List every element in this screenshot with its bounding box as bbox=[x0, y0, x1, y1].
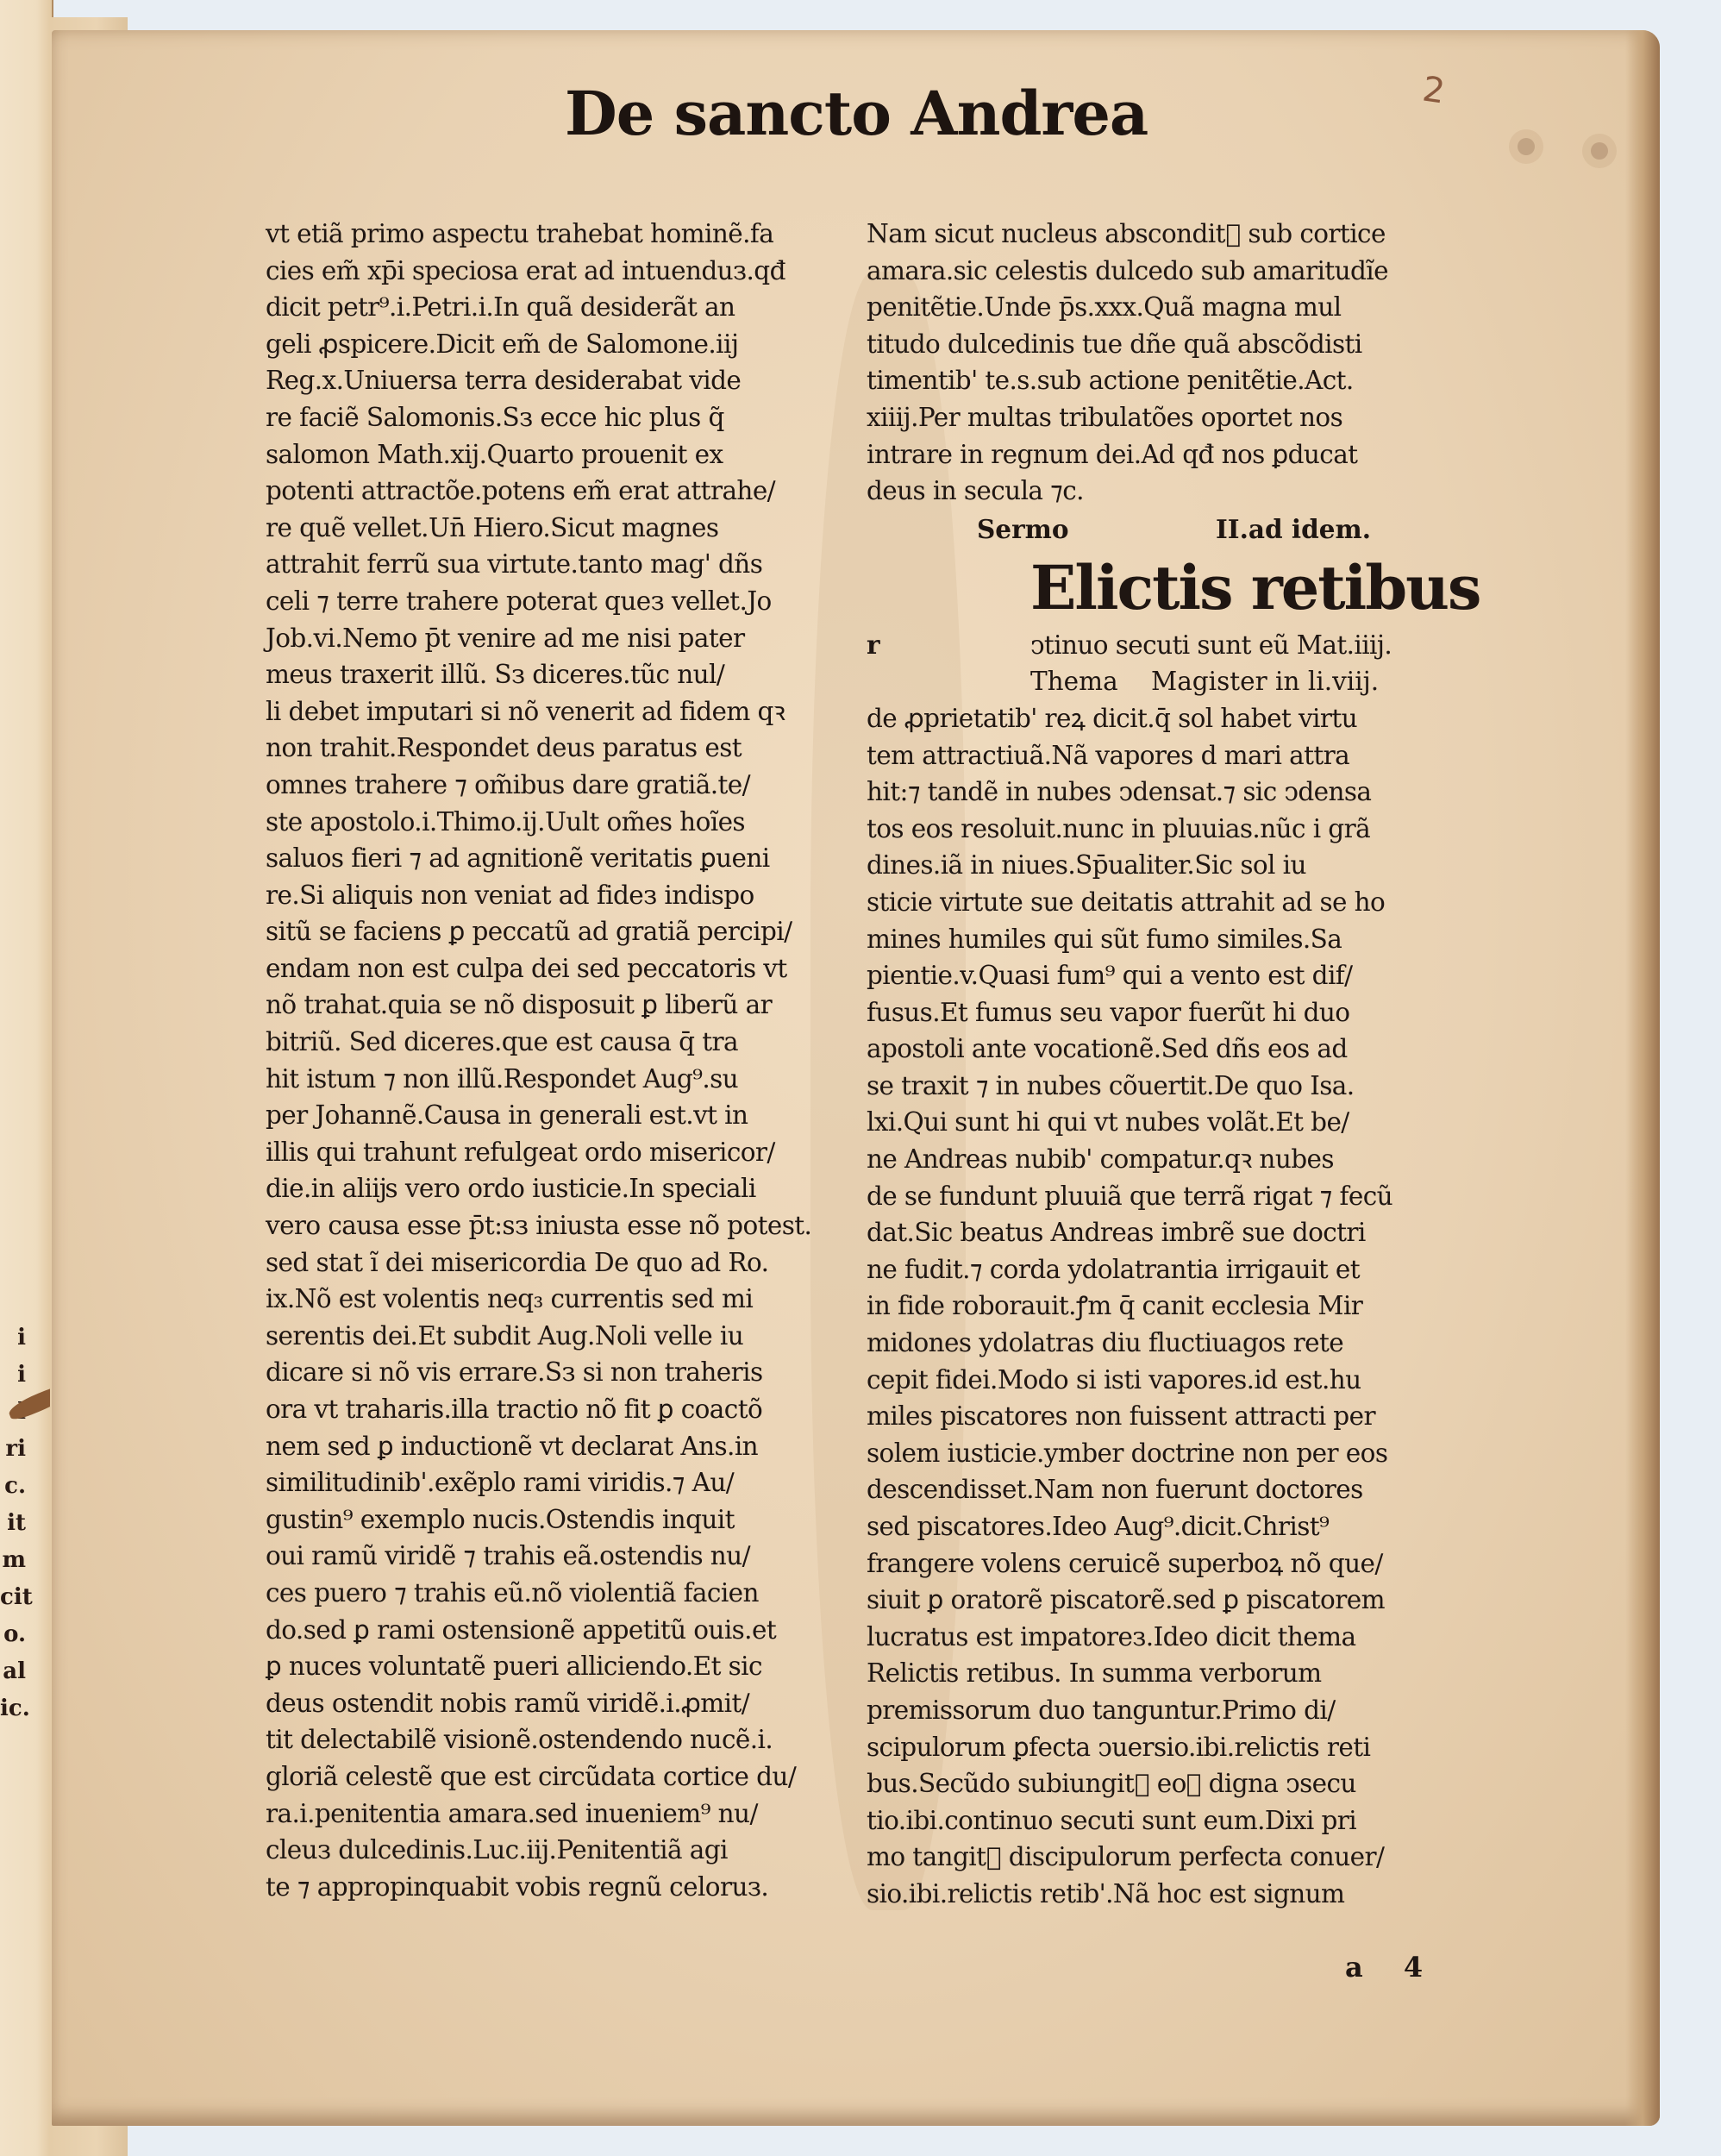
text-line: illis qui trahunt refulgeat ordo misericor/ bbox=[266, 1137, 775, 1167]
text-line: timentib' te.s.sub actione penitẽtie.Act. bbox=[867, 366, 1354, 396]
text-line: sticie virtute sue deitatis attrahit ad se ho bbox=[867, 887, 1386, 917]
signature-mark: a 4 bbox=[1345, 1951, 1439, 1984]
foxing-spot bbox=[1518, 138, 1535, 155]
page-right-edge bbox=[1625, 30, 1660, 2126]
sermon-heading bbox=[867, 510, 1443, 548]
margin-fragment: ri bbox=[5, 1436, 26, 1462]
text-line: cies em̃ xp̄i speciosa erat ad intuenduз.qđ bbox=[266, 255, 785, 285]
previous-page-margin-text bbox=[0, 1319, 33, 1727]
text-line: bus.Secũdo subiungitᷣ eoꝝ digna ↄsecu bbox=[867, 1769, 1356, 1799]
text-line: cleuз dulcedinis.Luc.iij.Penitentiã agi bbox=[266, 1835, 728, 1865]
margin-fragment: c. bbox=[4, 1473, 26, 1499]
magister-reference: Magister in li.viij. bbox=[1151, 667, 1380, 697]
text-line: geli ꝓspicere.Dicit em̃ de Salomone.iij bbox=[266, 329, 739, 359]
right-text-column bbox=[867, 216, 1480, 1913]
text-line: hit istum ⁊ non illũ.Respondet Aug⁹.su bbox=[266, 1063, 739, 1094]
text-line: ix.Nõ est volentis neq₃ currentis sed mi bbox=[266, 1284, 754, 1314]
text-line: deus in secula ⁊c. bbox=[867, 476, 1084, 506]
text-line: de ꝓprietatib' reꝝ dicit.q̄ sol habet virtu bbox=[867, 703, 1358, 733]
text-line: mo tangitᷣ discipulorum perfecta conuer/ bbox=[867, 1842, 1385, 1872]
text-line: saluos fieri ⁊ ad agnitionẽ veritatis ꝑueni bbox=[266, 843, 770, 874]
text-line: se traxit ⁊ in nubes cõuertit.De quo Isa. bbox=[867, 1070, 1355, 1100]
text-line-content: ↄtinuo secuti sunt eũ Mat.iiij. bbox=[1030, 630, 1392, 660]
text-line: penitẽtie.Unde p̄s.xxx.Quã magna mul bbox=[867, 292, 1342, 323]
margin-fragment: cit bbox=[0, 1584, 33, 1610]
text-line: tit delectabilẽ visionẽ.ostendendo nucẽ.i. bbox=[266, 1725, 773, 1755]
text-line: premissorum duo tanguntur.Primo di/ bbox=[867, 1695, 1336, 1725]
text-line: titudo dulcedinis tue dñe quã abscõdisti bbox=[867, 329, 1362, 359]
foxing-spot bbox=[1591, 142, 1608, 160]
text-line: cepit fidei.Modo si isti vapores.id est.hu bbox=[867, 1364, 1361, 1395]
text-line: midones ydolatras diu fluctiuagos rete bbox=[867, 1328, 1344, 1358]
sermon-number: II.ad idem. bbox=[1216, 513, 1371, 544]
text-line: tos eos resoluit.nunc in pluuias.nũc i grã bbox=[867, 813, 1371, 843]
text-line: amara.sic celestis dulcedo sub amaritudĩe bbox=[867, 255, 1388, 285]
text-line: dat.Sic beatus Andreas imbrẽ sue doctri bbox=[867, 1218, 1366, 1248]
text-line: Relictis retibus. In summa verborum bbox=[867, 1658, 1322, 1689]
guide-letter: r bbox=[867, 629, 879, 660]
text-line: sitũ se faciens ꝑ peccatũ ad gratiã percipi/ bbox=[266, 917, 792, 947]
text-line: mines humiles qui sũt fumo similes.Sa bbox=[867, 924, 1342, 954]
text-line: dicare si nõ vis errare.Sз si non traheris bbox=[266, 1357, 763, 1388]
text-line: ste apostolo.i.Thimo.ij.Uult om̃es hoĩes bbox=[266, 806, 745, 837]
thema-label: Thema bbox=[1030, 667, 1118, 697]
margin-fragment: ic. bbox=[0, 1695, 30, 1721]
margin-fragment: o. bbox=[3, 1621, 26, 1647]
text-line: gustin⁹ exemplo nucis.Ostendis inquit bbox=[266, 1504, 735, 1534]
text-line: lucratus est impatoreз.Ideo dicit thema bbox=[867, 1621, 1356, 1651]
text-line: similitudinib'.exẽplo rami viridis.⁊ Au/ bbox=[266, 1468, 735, 1498]
text-line: salomon Math.xij.Quarto prouenit ex bbox=[266, 439, 723, 469]
text-line: non trahit.Respondet deus paratus est bbox=[266, 733, 742, 763]
text-line: ora vt traharis.illa tractio nõ fit ꝑ coactõ bbox=[266, 1395, 763, 1424]
text-line: gloriã celestẽ que est circũdata cortice du/ bbox=[266, 1761, 797, 1791]
text-line: meus traxerit illũ. Sз diceres.tũc nul/ bbox=[266, 660, 725, 690]
text-line: solem iusticie.ymber doctrine non per eos bbox=[867, 1438, 1388, 1468]
text-line: lxi.Qui sunt hi qui vt nubes volãt.Et be/ bbox=[867, 1107, 1349, 1138]
text-line: sio.ibi.relictis retib'.Nã hoc est signum bbox=[867, 1878, 1345, 1908]
text-line: apostoli ante vocationẽ.Sed dñs eos ad bbox=[867, 1034, 1348, 1064]
margin-fragment: i bbox=[17, 1362, 26, 1388]
text-line: tio.ibi.continuo secuti sunt eum.Dixi pri bbox=[867, 1805, 1357, 1835]
text-line: re.Si aliquis non veniat ad fideз indispo bbox=[266, 880, 754, 910]
text-line: sed piscatores.Ideo Aug⁹.dicit.Christ⁹ bbox=[867, 1512, 1330, 1541]
left-text-column bbox=[266, 216, 835, 1905]
text-line: tem attractiuã.Nã vapores d mari attra bbox=[867, 740, 1350, 770]
text-line: re faciẽ Salomonis.Sз ecce hic plus q̃ bbox=[266, 402, 724, 432]
sermon-incipit: Elictis retibus bbox=[1030, 551, 1480, 624]
margin-fragment: al bbox=[3, 1658, 26, 1684]
text-line: miles piscatores non fuissent attracti per bbox=[867, 1401, 1375, 1432]
text-line: dicit petr⁹.i.Petri.i.In quã desiderãt an bbox=[266, 292, 735, 323]
margin-fragment: m bbox=[2, 1547, 26, 1573]
text-line: ꝑ nuces voluntatẽ pueri alliciendo.Et sic bbox=[266, 1651, 762, 1682]
text-line: serentis dei.Et subdit Aug.Noli velle iu bbox=[266, 1320, 744, 1351]
text-line: Job.vi.Nemo p̄t venire ad me nisi pater bbox=[266, 623, 745, 653]
text-line: intrare in regnum dei.Ad qđ nos ꝑducat bbox=[867, 439, 1358, 469]
thema-row bbox=[867, 663, 1443, 700]
text-line: te ⁊ appropinquabit vobis regnũ celoruз. bbox=[266, 1871, 769, 1902]
handwritten-folio-number: 2 bbox=[1419, 69, 1448, 112]
text-line: potenti attractõe.potens em̃ erat attrahe/ bbox=[266, 476, 776, 506]
text-line bbox=[867, 627, 1443, 664]
previous-page-edge bbox=[0, 0, 53, 2156]
text-line: fusus.Et fumus seu vapor fuerũt hi duo bbox=[867, 997, 1350, 1027]
text-line: Nam sicut nucleus absconditᷣ sub cortice bbox=[867, 219, 1386, 248]
text-line: in fide roborauit.ꝭm q̄ canit ecclesia Mir bbox=[867, 1291, 1363, 1321]
text-line: Reg.x.Uniuersa terra desiderabat vide bbox=[266, 366, 742, 396]
text-line: frangere volens ceruicẽ superboꝝ nõ que/ bbox=[867, 1548, 1383, 1578]
text-line: ne fudit.⁊ corda ydolatrantia irrigauit et bbox=[867, 1254, 1361, 1284]
margin-fragment: i bbox=[17, 1325, 26, 1351]
text-line: descendisset.Nam non fuerunt doctores bbox=[867, 1475, 1363, 1505]
text-line: endam non est culpa dei sed peccatoris vt bbox=[266, 953, 787, 983]
text-line: dines.iã in niues.Sp̄ualiter.Sic sol iu bbox=[867, 850, 1306, 881]
text-line: vt etiã primo aspectu trahebat hominẽ.fa bbox=[266, 219, 774, 248]
text-line: bitriũ. Sed diceres.que est causa q̄ tra bbox=[266, 1027, 738, 1057]
text-line: nem sed ꝑ inductionẽ vt declarat Ans.in bbox=[266, 1431, 759, 1461]
text-line: do.sed ꝑ rami ostensionẽ appetitũ ouis.et bbox=[266, 1614, 777, 1645]
text-line: xiiij.Per multas tribulatões oportet nos bbox=[867, 402, 1343, 432]
text-line: die.in aliĳs vero ordo iusticie.In speciali bbox=[266, 1174, 756, 1204]
text-line: siuit ꝑ oratorẽ piscatorẽ.sed ꝑ piscatorem bbox=[867, 1585, 1385, 1615]
text-line: oui ramũ viridẽ ⁊ trahis eã.ostendis nu/ bbox=[266, 1541, 750, 1571]
text-line: omnes trahere ⁊ om̃ibus dare gratiã.te/ bbox=[266, 769, 750, 799]
text-line: re quẽ vellet.Un̄ Hiero.Sicut magnes bbox=[266, 512, 719, 542]
text-line: attrahit ferrũ sua virtute.tanto mag' dñs bbox=[266, 549, 763, 580]
text-line: pientie.v.Quasi fum⁹ qui a vento est dif/ bbox=[867, 961, 1353, 991]
running-head: De sancto Andrea bbox=[565, 78, 1148, 149]
text-line: sed stat ĩ dei misericordia De quo ad Ro. bbox=[266, 1247, 769, 1277]
text-line: hit:⁊ tandẽ in nubes ↄdensat.⁊ sic ↄdensa bbox=[867, 777, 1372, 807]
text-line: nõ trahat.quia se nõ disposuit ꝑ liberũ ar bbox=[266, 990, 773, 1020]
text-line: scipulorum ꝑfecta ↄuersio.ibi.relictis reti bbox=[867, 1732, 1371, 1762]
text-line: deus ostendit nobis ramũ viridẽ.i.ꝓmit/ bbox=[266, 1688, 750, 1718]
text-line: celi ⁊ terre trahere poterat queз vellet.Jo bbox=[266, 586, 772, 616]
text-line: ra.i.penitentia amara.sed inueniem⁹ nu/ bbox=[266, 1798, 758, 1828]
text-line: vero causa esse p̄t:sз iniusta esse nõ potest. bbox=[266, 1211, 812, 1241]
margin-fragment: it bbox=[7, 1510, 26, 1536]
text-line: ces puero ⁊ trahis eũ.nõ violentiã facien bbox=[266, 1577, 759, 1608]
text-line: per Johannẽ.Causa in generali est.vt in bbox=[266, 1100, 748, 1131]
text-line: li debet imputari si nõ venerit ad fidem qꝛ bbox=[266, 696, 785, 726]
sermon-label: Sermo bbox=[977, 513, 1069, 544]
text-line: de se fundunt pluuiã que terrã rigat ⁊ fecũ bbox=[867, 1181, 1393, 1211]
text-line: ne Andreas nubib' compatur.qꝛ nubes bbox=[867, 1144, 1334, 1175]
